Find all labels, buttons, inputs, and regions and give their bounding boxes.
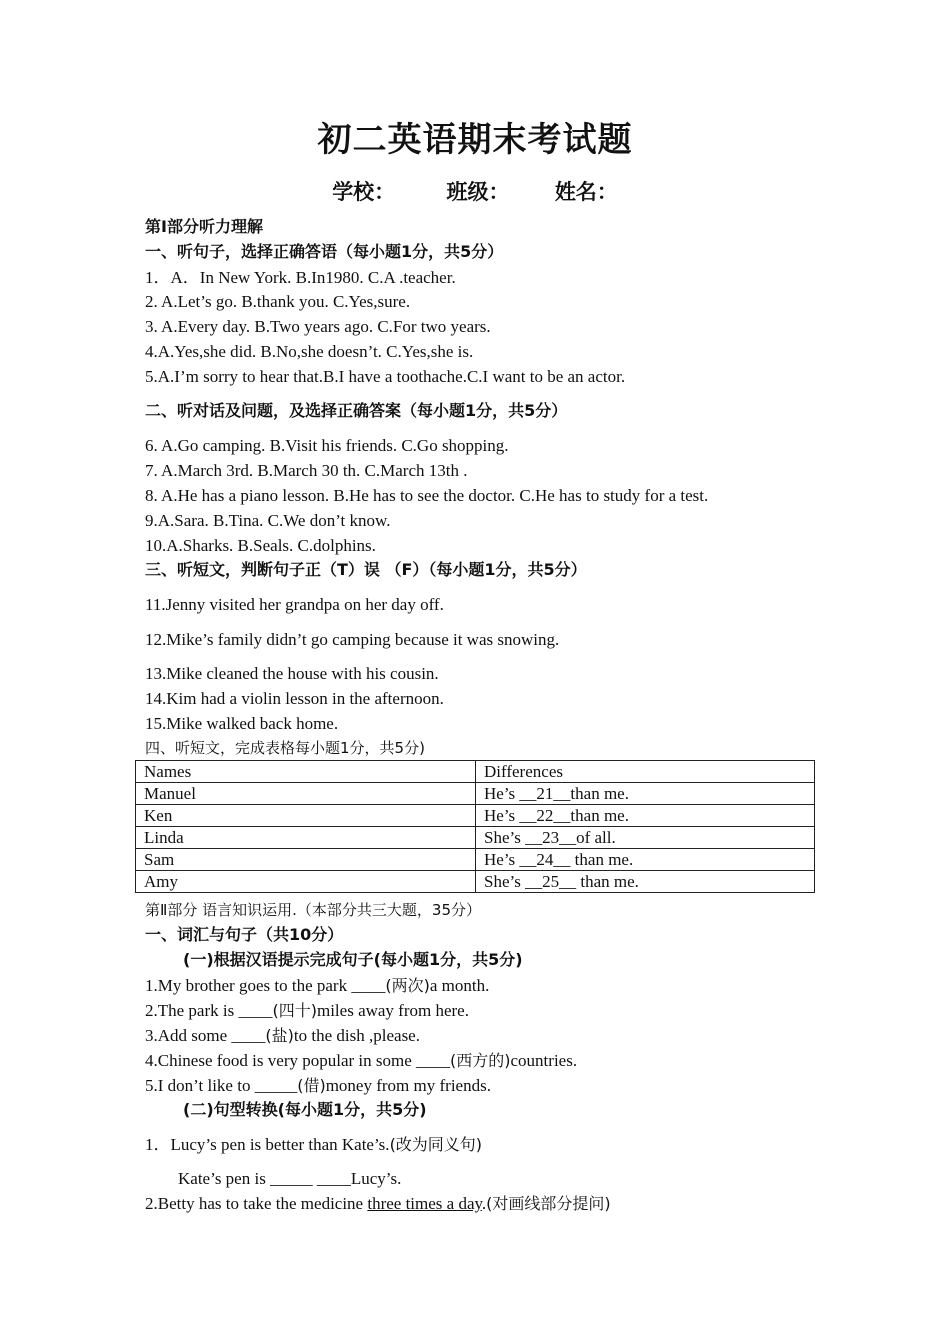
row-difference: He’s __21__than me. [476, 783, 815, 805]
vocab-question-3: 3.Add some ____(盐)to the dish ,please. [145, 1026, 420, 1045]
answer-blank-25[interactable]: __25__ [525, 872, 577, 891]
row-difference: He’s __22__than me. [476, 805, 815, 827]
table-row [136, 827, 815, 849]
part1-sec1-heading: 一、听句子，选择正确答语（每小题1分，共5分） [145, 242, 504, 261]
part1-sec3-heading: 三、听短文，判断句子正（T）误 （F）（每小题1分，共5分） [145, 560, 587, 579]
row-name: Amy [136, 871, 476, 893]
question-2: 2. A.Let’s go. B.thank you. C.Yes,sure. [145, 292, 411, 311]
student-info-line [0, 176, 950, 206]
question-9: 9.A.Sara. B.Tina. C.We don’t know. [145, 511, 391, 530]
class-label: 班级： [446, 180, 510, 204]
part2-sec1-heading: 一、词汇与句子（共10分） [145, 925, 344, 944]
vocab-question-2: 2.The park is ____(四十)miles away from here. [145, 1001, 469, 1020]
row-name: Ken [136, 805, 476, 827]
part2-heading: 第Ⅱ部分 语言知识运用.（本部分共三大题，35分） [145, 901, 482, 919]
vocab-question-4: 4.Chinese food is very popular in some ____(西方的)countries. [145, 1051, 578, 1070]
row-name: Sam [136, 849, 476, 871]
name-label: 姓名： [554, 180, 618, 204]
header-differences: Differences [476, 761, 815, 783]
part1-sec4-heading: 四、听短文，完成表格每小题1分，共5分) [145, 739, 425, 757]
row-difference: She’s __25__ than me. [476, 871, 815, 893]
transform-question-1: 1．Lucy’s pen is better than Kate’s.(改为同义句) [145, 1135, 483, 1154]
question-8: 8. A.He has a piano lesson. B.He has to see the doctor. C.He has to study for a test. [145, 486, 709, 505]
question-10: 10.A.Sharks. B.Seals. C.dolphins. [145, 536, 376, 555]
part1-heading: 第Ⅰ部分听力理解 [145, 217, 263, 236]
question-11: 11.Jenny visited her grandpa on her day off. [145, 595, 444, 614]
answer-blank-24[interactable]: __24__ [519, 850, 571, 869]
answer-blank-22[interactable]: __22__ [519, 806, 571, 825]
school-label: 学校： [332, 180, 396, 204]
transform-question-2: 2.Betty has to take the medicine three times a day.(对画线部分提问) [145, 1194, 611, 1213]
part2-sub1-heading: (一)根据汉语提示完成句子(每小题1分，共5分) [183, 950, 523, 969]
row-name: Manuel [136, 783, 476, 805]
page-title: 初二英语期末考试题 [317, 120, 633, 160]
part1-sec2-heading: 二、听对话及问题，及选择正确答案（每小题1分，共5分） [145, 401, 568, 420]
answer-blank-23[interactable]: __23__ [525, 828, 577, 847]
question-4: 4.A.Yes,she did. B.No,she doesn’t. C.Yes,she is. [145, 342, 474, 361]
question-12: 12.Mike’s family didn’t go camping because it was snowing. [145, 630, 560, 649]
part2-sub2-heading: (二)句型转换(每小题1分，共5分) [183, 1100, 427, 1119]
question-3: 3. A.Every day. B.Two years ago. C.For two years. [145, 317, 491, 336]
row-name: Linda [136, 827, 476, 849]
table-header-row [136, 761, 815, 783]
differences-table [135, 760, 815, 893]
vocab-question-1: 1.My brother goes to the park ____(两次)a month. [145, 976, 490, 995]
question-5: 5.A.I’m sorry to hear that.B.I have a toothache.C.I want to be an actor. [145, 367, 626, 386]
vocab-question-5: 5.I don’t like to _____(借)money from my friends. [145, 1076, 491, 1095]
table-row [136, 849, 815, 871]
question-14: 14.Kim had a violin lesson in the afternoon. [145, 689, 444, 708]
row-difference: She’s __23__of all. [476, 827, 815, 849]
question-13: 13.Mike cleaned the house with his cousin. [145, 664, 439, 683]
underlined-phrase: three times a day [367, 1194, 482, 1213]
table-row [136, 783, 815, 805]
question-1: 1．A．In New York. B.In1980. C.A .teacher. [145, 268, 456, 287]
question-6: 6. A.Go camping. B.Visit his friends. C.Go shopping. [145, 436, 509, 455]
question-15: 15.Mike walked back home. [145, 714, 339, 733]
transform-answer-1[interactable]: Kate’s pen is _____ ____Lucy’s. [178, 1169, 402, 1188]
table-row [136, 805, 815, 827]
question-7: 7. A.March 3rd. B.March 30 th. C.March 13th . [145, 461, 468, 480]
row-difference: He’s __24__ than me. [476, 849, 815, 871]
table-row [136, 871, 815, 893]
header-names: Names [136, 761, 476, 783]
answer-blank-21[interactable]: __21__ [519, 784, 571, 803]
